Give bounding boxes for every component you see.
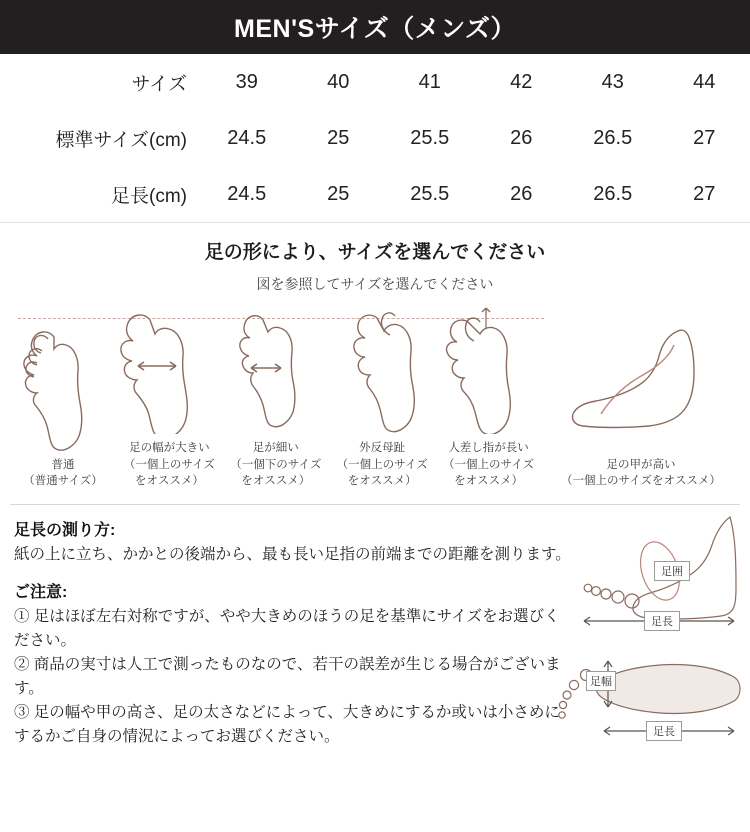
foot-shape-row bbox=[0, 294, 750, 490]
foot-shape-high-instep bbox=[546, 321, 736, 490]
page-title-text: MEN'Sサイズ（メンズ） bbox=[234, 15, 516, 43]
table-row bbox=[0, 110, 750, 166]
table-cell: 26.5 bbox=[567, 166, 659, 223]
table-cell: 24.5 bbox=[201, 166, 293, 223]
measure-heading: 足長の測り方: bbox=[14, 522, 116, 540]
foot-high-instep-icon bbox=[546, 321, 736, 451]
foot-wide-icon bbox=[120, 304, 218, 434]
foot-shape-recommend: （普通サイズ） bbox=[23, 475, 103, 488]
foot-shape-caption bbox=[546, 457, 736, 490]
foot-shape-bunion bbox=[333, 304, 431, 490]
foot-shape-recommend: （一個上のサイズをオススメ） bbox=[443, 458, 535, 488]
foot-shape-title: 足の形により、サイズを選んでください bbox=[204, 242, 546, 263]
caution-item: ① 足はほぼ左右対称ですが、やや大きめのほうの足を基準にサイズをお選びください。 bbox=[14, 608, 560, 650]
foot-shape-caption bbox=[120, 440, 218, 490]
table-cell: 26 bbox=[476, 166, 568, 223]
table-cell: 25 bbox=[293, 166, 385, 223]
foot-shape-recommend: （一個上のサイズをオススメ） bbox=[560, 475, 721, 488]
foot-shape-name: 足の幅が大きい bbox=[129, 442, 210, 454]
foot-shape-name: 足の甲が高い bbox=[606, 458, 676, 471]
measure-text: 紙の上に立ち、かかとの後端から、最も長い足指の前端までの距離を測ります。 bbox=[14, 546, 571, 564]
foot-shape-name: 普通 bbox=[51, 458, 75, 471]
table-row bbox=[0, 54, 750, 110]
table-cell: 24.5 bbox=[227, 126, 267, 149]
foot-shape-long-second-toe bbox=[440, 304, 538, 490]
foot-shape-recommend: （一個上のサイズをオススメ） bbox=[123, 458, 215, 488]
table-cell: 27 bbox=[693, 126, 716, 149]
foot-shape-caption bbox=[227, 440, 325, 490]
row-label: 足長(cm) bbox=[0, 166, 201, 223]
caution-item: ② 商品の実寸は人工で測ったものなので、若干の誤差が生じる場合がございます。 bbox=[14, 656, 561, 698]
foot-shape-caption bbox=[333, 440, 431, 490]
row-label: 標準サイズ(cm) bbox=[55, 129, 187, 151]
measurement-diagram bbox=[534, 509, 744, 759]
table-cell: 41 bbox=[418, 70, 441, 93]
table-cell: 43 bbox=[601, 70, 624, 93]
table-cell: 42 bbox=[510, 70, 533, 93]
foot-bunion-icon bbox=[333, 304, 431, 434]
table-cell: 39 bbox=[235, 70, 258, 93]
table-row bbox=[0, 166, 750, 223]
label-foot-girth: 足囲 bbox=[654, 561, 690, 581]
foot-shape-caption bbox=[440, 440, 538, 490]
foot-shape-narrow bbox=[227, 304, 325, 490]
foot-narrow-icon bbox=[227, 304, 325, 434]
label-foot-length-top: 足長 bbox=[644, 611, 680, 631]
size-table bbox=[0, 54, 750, 223]
table-cell: 26.5 bbox=[593, 126, 633, 149]
table-cell: 25.5 bbox=[410, 126, 450, 149]
table-cell: 26 bbox=[510, 126, 533, 149]
foot-shape-name: 足が細い bbox=[252, 442, 299, 454]
foot-normal-icon bbox=[14, 321, 112, 451]
caution-item: ③ 足の幅や甲の高さ、足の太さなどによって、大きめにするか或いは小さめにするかご自身の情況によってお選びください。 bbox=[14, 704, 560, 746]
foot-shape-recommend: （一個下のサイズをオススメ） bbox=[230, 458, 322, 488]
foot-shape-name: 外反母趾 bbox=[359, 442, 406, 454]
table-cell: 25 bbox=[327, 126, 350, 149]
foot-shape-section bbox=[0, 223, 750, 490]
table-cell: 25.5 bbox=[384, 166, 476, 223]
caution-heading: ご注意: bbox=[14, 584, 68, 602]
foot-shape-recommend: （一個上のサイズをオススメ） bbox=[336, 458, 428, 488]
table-cell: 40 bbox=[327, 70, 350, 93]
label-foot-width: 足幅 bbox=[586, 671, 616, 691]
caution-block bbox=[14, 579, 574, 749]
foot-shape-normal bbox=[14, 321, 112, 490]
foot-shape-caption bbox=[14, 457, 112, 490]
label-foot-length-bottom: 足長 bbox=[646, 721, 682, 741]
foot-shape-wide bbox=[120, 304, 218, 490]
foot-shape-name: 人差し指が長い bbox=[448, 442, 529, 454]
page-title bbox=[0, 0, 750, 54]
foot-long-second-toe-icon bbox=[440, 304, 538, 434]
foot-shape-subtitle: 図を参照してサイズを選んでください bbox=[256, 276, 494, 292]
row-label: サイズ bbox=[131, 73, 187, 95]
table-cell: 44 bbox=[693, 70, 716, 93]
table-cell: 27 bbox=[659, 166, 750, 223]
notes-section bbox=[0, 505, 750, 749]
